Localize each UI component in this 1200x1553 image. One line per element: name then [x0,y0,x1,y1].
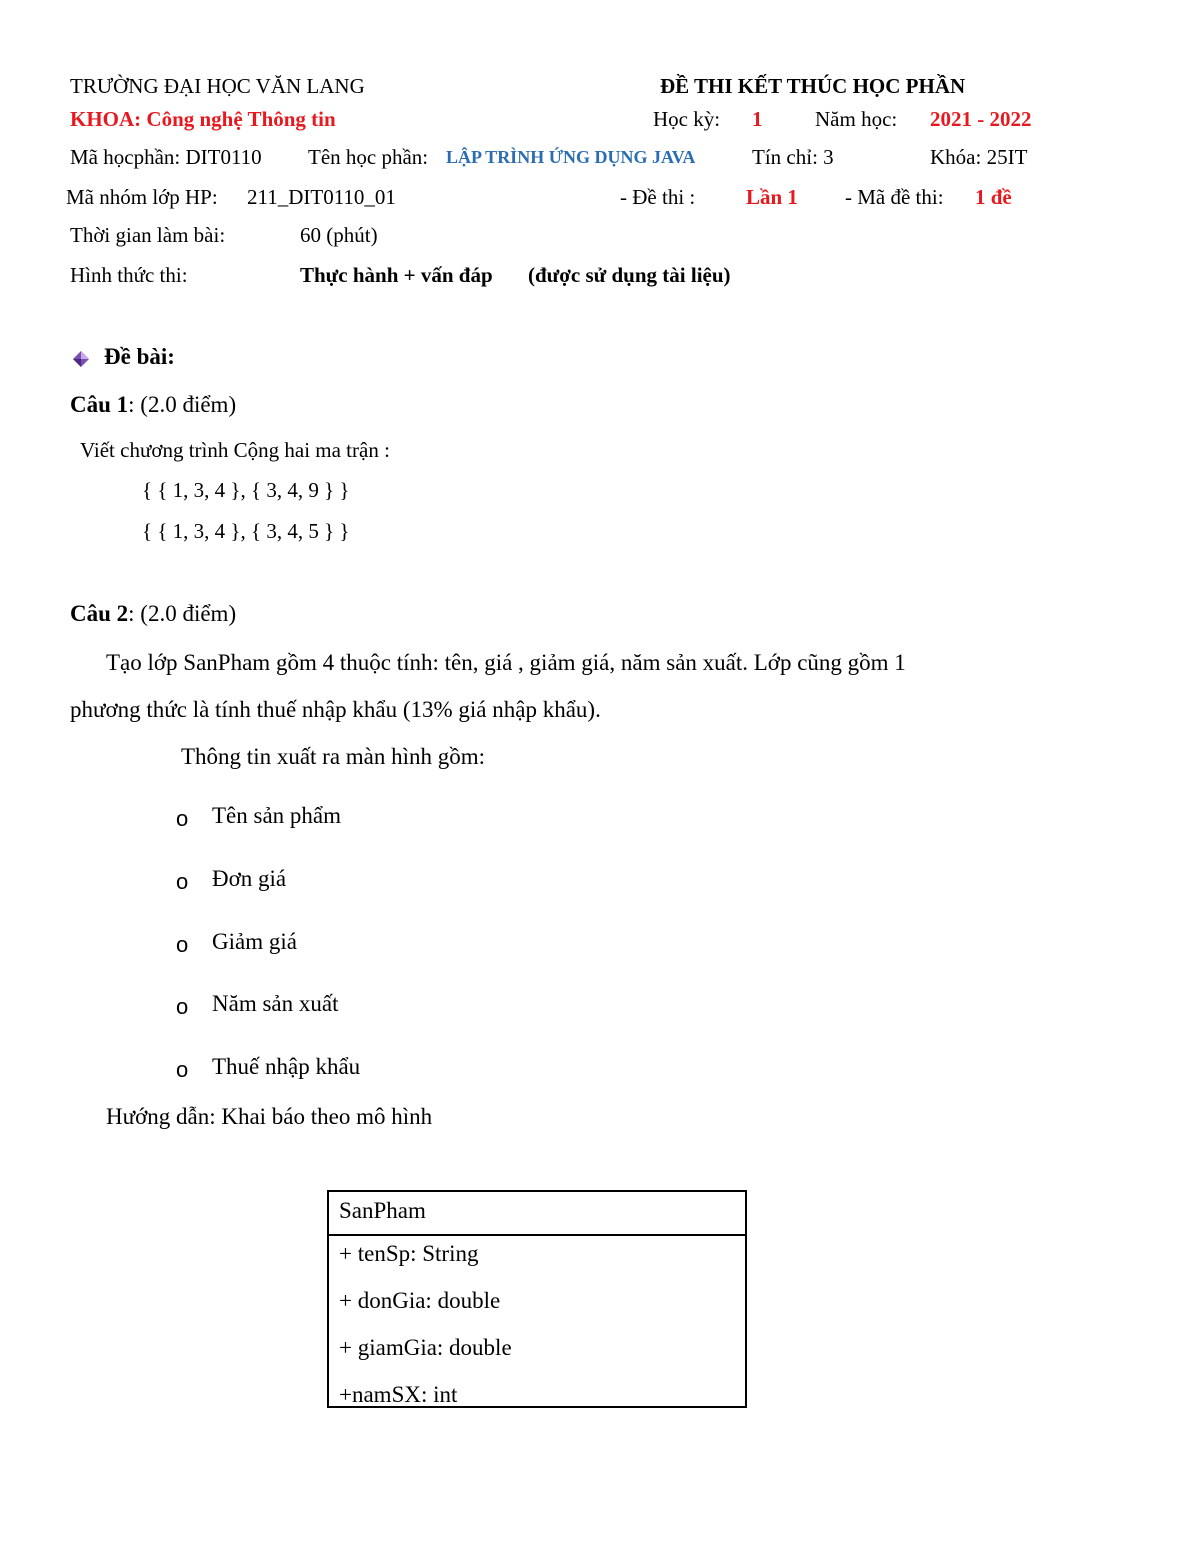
exam-round-value: Lần 1 [746,185,798,209]
q2-title-rest: : (2.0 điểm) [128,601,237,626]
q2-paragraph-line2: phương thức là tính thuế nhập khẩu (13% giá nhập khẩu). [70,697,601,722]
course-name-label: Tên học phần: [308,145,429,169]
exam-title: ĐỀ THI KẾT THÚC HỌC PHẦN [660,74,966,98]
cohort: Khóa: 25IT [930,145,1028,169]
course-name-value: LẬP TRÌNH ỨNG DỤNG JAVA [446,147,696,167]
uml-class-name: SanPham [339,1198,426,1223]
q2-paragraph-line1: Tạo lớp SanPham gồm 4 thuộc tính: tên, giá , giảm giá, năm sản xuất. Lớp cũng gồm 1 [106,650,906,675]
section-title: Đề bài: [104,344,175,369]
q1-prompt: Viết chương trình Cộng hai ma trận : [80,438,390,462]
class-group-label: Mã nhóm lớp HP: [66,185,218,209]
uml-attribute: +namSX: int [339,1382,458,1407]
uml-attribute: + giamGia: double [339,1335,512,1360]
matrix-a: { { 1, 3, 4 }, { 3, 4, 9 } } [142,478,350,502]
format-value: Thực hành + vấn đáp [300,263,493,287]
q1-title-bold: Câu 1 [70,392,129,417]
bullet-icon: o [176,932,189,957]
year-label: Năm học: [815,107,898,131]
exam-code-value: 1 đề [975,185,1012,209]
output-item: Năm sản xuất [212,991,339,1016]
semester-label: Học kỳ: [653,107,721,131]
class-group-value: 211_DIT0110_01 [247,185,396,209]
output-item: Giảm giá [212,929,297,954]
semester-value: 1 [752,107,763,131]
bullet-icon: o [176,994,189,1019]
university-name: TRƯỜNG ĐẠI HỌC VĂN LANG [70,74,365,98]
q2-title-bold: Câu 2 [70,601,129,626]
q2-guide: Hướng dẫn: Khai báo theo mô hình [106,1104,433,1129]
bullet-icon: o [176,869,189,894]
output-item: Tên sản phẩm [212,803,342,828]
year-value: 2021 - 2022 [930,107,1032,131]
course-code: Mã họcphần: DIT0110 [70,145,262,169]
matrix-b: { { 1, 3, 4 }, { 3, 4, 5 } } [142,519,350,543]
uml-class-header [329,1192,745,1236]
output-item: Đơn giá [212,866,287,891]
credits: Tín chỉ: 3 [752,145,834,169]
exam-round-label: - Đề thi : [620,185,696,209]
bullet-icon: o [176,806,189,831]
q2-output-intro: Thông tin xuất ra màn hình gồm: [181,744,486,769]
duration-value: 60 (phút) [300,223,378,247]
uml-attribute: + tenSp: String [339,1241,479,1266]
q2-title [70,601,236,627]
duration-label: Thời gian làm bài: [70,223,226,247]
format-note: (được sử dụng tài liệu) [528,263,731,287]
faculty: KHOA: Công nghệ Thông tin [70,107,336,131]
q1-title [70,392,236,418]
uml-class-box [327,1190,747,1408]
diamond-arrow-icon [72,350,90,368]
q1-title-rest: : (2.0 điểm) [128,392,237,417]
uml-attribute: + donGia: double [339,1288,501,1313]
bullet-icon: o [176,1057,189,1082]
format-label: Hình thức thi: [70,263,188,287]
exam-code-label: - Mã đề thi: [845,185,944,209]
output-item: Thuế nhập khẩu [212,1054,361,1079]
